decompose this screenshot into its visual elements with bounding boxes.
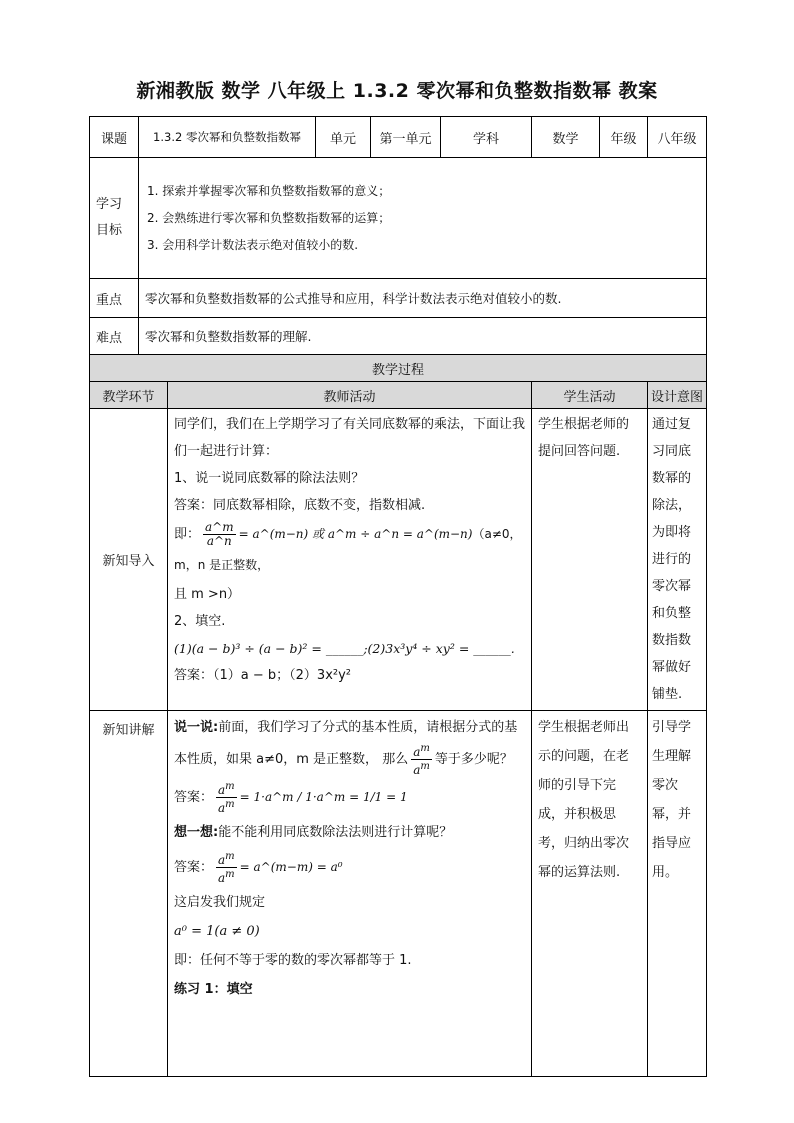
goal-item: 1. 探索并掌握零次幂和负整数指数幂的意义； [147,183,391,198]
rule-intro: 这启发我们规定 [174,895,266,910]
answer-1-expression: = 1·a^m / 1·a^m = 1/1 = 1 [239,790,408,804]
goal-item: 2. 会熟练进行零次幂和负整数指数幂的运算； [147,210,391,225]
formula-prefix: 即： [174,527,201,542]
answer-2-expression: = a^(m−m) = a⁰ [239,860,343,874]
stage-explain: 新知讲解 [90,711,168,1077]
think-line [174,818,525,847]
say-tail: 等于多少呢？ [434,752,513,767]
section-import-row [90,409,707,711]
process-heading-row [90,355,707,382]
say-label: 说一说: [174,720,219,735]
difficulty-row [90,318,707,355]
answer-2: 答案：（1）a − b；（2）3x²y² [174,668,351,683]
say-fraction: $\frac{a^m}{a^m}$ [413,743,430,777]
question-2: 2、填空. [174,614,226,629]
key-point-text: 零次幂和负整数指数幂的公式推导和应用，科学计数法表示绝对值较小的数. [139,279,707,318]
rule-expression: a⁰ = 1(a ≠ 0) [174,924,260,939]
process-heading: 教学过程 [90,355,707,382]
formula-condition: （a≠0，m，n 是正整数， [174,527,522,572]
col-teacher: 教师活动 [168,382,532,409]
answer-1-fraction: $\frac{a^m}{a^m}$ [218,781,235,815]
grade-value: 八年级 [648,117,707,158]
formula-middle: = a^(m−n) 或 a^m ÷ a^n = a^(m−n) [238,527,473,541]
document-title: 新湘教版 数学 八年级上 1.3.2 零次幂和负整数指数幂 教案 [136,80,658,102]
answer-2-prefix: 答案： [174,860,214,875]
subject-value: 数学 [532,117,600,158]
say-block [174,713,525,777]
teacher-activity-explain [168,711,532,1077]
answer-1-prefix: 答案： [174,790,214,805]
question-1: 1、说一说同底数幂的除法法则？ [174,471,365,486]
difficulty-text: 零次幂和负整数指数幂的理解. [139,318,707,355]
teacher-activity-import [168,409,532,711]
difficulty-label: 难点 [90,318,139,355]
student-activity-import: 学生根据老师的提问回答问题. [532,409,648,711]
think-label: 想一想: [174,825,219,840]
unit-value: 第一单元 [371,117,441,158]
key-point-row [90,279,707,318]
subject-label: 学科 [441,117,532,158]
col-student: 学生活动 [532,382,648,409]
info-row [90,117,707,158]
stage-import: 新知导入 [90,409,168,711]
answer-1-line [174,777,525,818]
unit-label: 单元 [316,117,371,158]
topic-label: 课题 [90,117,139,158]
key-point-label: 重点 [90,279,139,318]
say-text: 前面，我们学习了分式的基本性质，请根据分式的基本性质，如果 a≠0，m 是正整数， 那么 [174,720,518,767]
formula-fraction: $\frac{a\^{}m}{a\^{}n}$ [205,520,234,548]
answer-2-line [174,847,525,888]
question-2-expression: (1)(a − b)³ ÷ (a − b)² = ______;(2)3x³y⁴ ÷ xy² = ______. [174,641,515,656]
goal-item: 3. 会用科学计数法表示绝对值较小的数. [147,237,359,252]
answer-1: 答案：同底数幂相除，底数不变，指数相减. [174,498,426,513]
think-text: 能不能利用同底数除法法则进行计算呢？ [218,825,453,840]
formula-line [174,519,525,581]
section-explain-row [90,711,707,1077]
lesson-plan-table [89,116,707,1077]
formula-condition-2: 且 m >n） [174,587,241,602]
goals-label: 学习目标 [90,158,139,279]
practice-label: 练习 1：填空 [174,982,253,997]
topic-value: 1.3.2 零次幂和负整数指数幂 [139,117,316,158]
goals-row [90,158,707,279]
rule-text: 即：任何不等于零的数的零次幂都等于 1. [174,953,412,968]
grade-label: 年级 [600,117,648,158]
design-intent-explain: 引导学生理解零次幂，并指导应用。 [648,711,707,1077]
answer-2-fraction: $\frac{a^m}{a^m}$ [218,851,235,885]
col-stage: 教学环节 [90,382,168,409]
goals-content [139,158,707,279]
intro-text: 同学们，我们在上学期学习了有关同底数幂的乘法，下面让我们一起进行计算： [174,417,526,459]
design-intent-import: 通过复习同底数幂的除法，为即将进行的零次幂和负整数指数幂做好铺垫. [648,409,707,711]
process-columns-row [90,382,707,409]
col-intent: 设计意图 [648,382,707,409]
student-activity-explain: 学生根据老师出示的问题，在老师的引导下完成，并积极思考，归纳出零次幂的运算法则. [532,711,648,1077]
